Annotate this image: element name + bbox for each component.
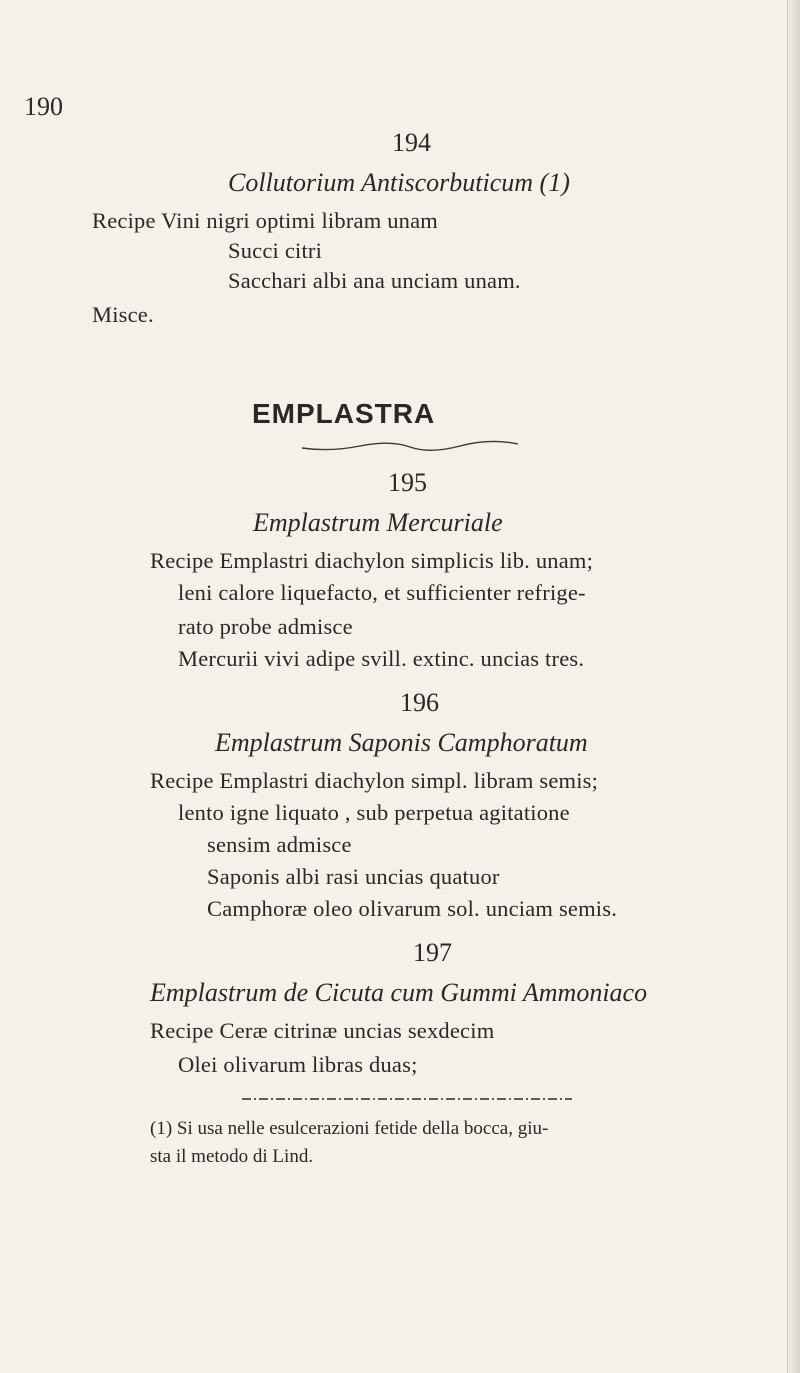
recipe-line: Succi citri [228, 238, 323, 263]
recipe-line: leni calore liquefacto, et sufficienter refrige- [178, 580, 586, 605]
footnote-line: (1) Si usa nelle esulcerazioni fetide della bocca, giu- [150, 1118, 549, 1139]
recipe-line: Camphoræ oleo olivarum sol. unciam semis. [207, 896, 618, 921]
recipe-title-194: Collutorium Antiscorbuticum (1) [228, 168, 570, 197]
recipe-line: Recipe Ceræ citrinæ uncias sexdecim [150, 1018, 495, 1043]
recipe-line: Recipe Emplastri diachylon simpl. libram semis; [150, 768, 599, 793]
recipe-line: lento igne liquato , sub perpetua agitatione [178, 800, 570, 825]
recipe-line: Saponis albi rasi uncias quatuor [207, 864, 500, 889]
recipe-title-195: Emplastrum Mercuriale [253, 508, 503, 537]
recipe-line: Sacchari albi ana unciam unam. [228, 268, 521, 293]
recipe-title-196: Emplastrum Saponis Camphoratum [215, 728, 588, 757]
ornamental-rule [300, 440, 520, 454]
section-heading: EMPLASTRA [252, 398, 436, 429]
page-edge [787, 0, 800, 1373]
recipe-line: Mercurii vivi adipe svill. extinc. uncias tres. [178, 646, 585, 671]
footnote-line: sta il metodo di Lind. [150, 1146, 314, 1167]
recipe-line: Recipe Emplastri diachylon simplicis lib. unam; [150, 548, 594, 573]
recipe-title-197: Emplastrum de Cicuta cum Gummi Ammoniaco [150, 978, 648, 1007]
recipe-number-194: 194 [392, 128, 431, 157]
footnote-rule [242, 1095, 572, 1103]
recipe-line: sensim admisce [207, 832, 352, 857]
recipe-line: Olei olivarum libras duas; [178, 1052, 418, 1077]
recipe-number-197: 197 [413, 938, 452, 967]
recipe-line: Recipe Vini nigri optimi libram unam [92, 208, 439, 233]
recipe-line: Misce. [92, 302, 154, 327]
page-number: 190 [24, 92, 63, 121]
recipe-number-195: 195 [388, 468, 427, 497]
recipe-number-196: 196 [400, 688, 439, 717]
recipe-line: rato probe admisce [178, 614, 353, 639]
